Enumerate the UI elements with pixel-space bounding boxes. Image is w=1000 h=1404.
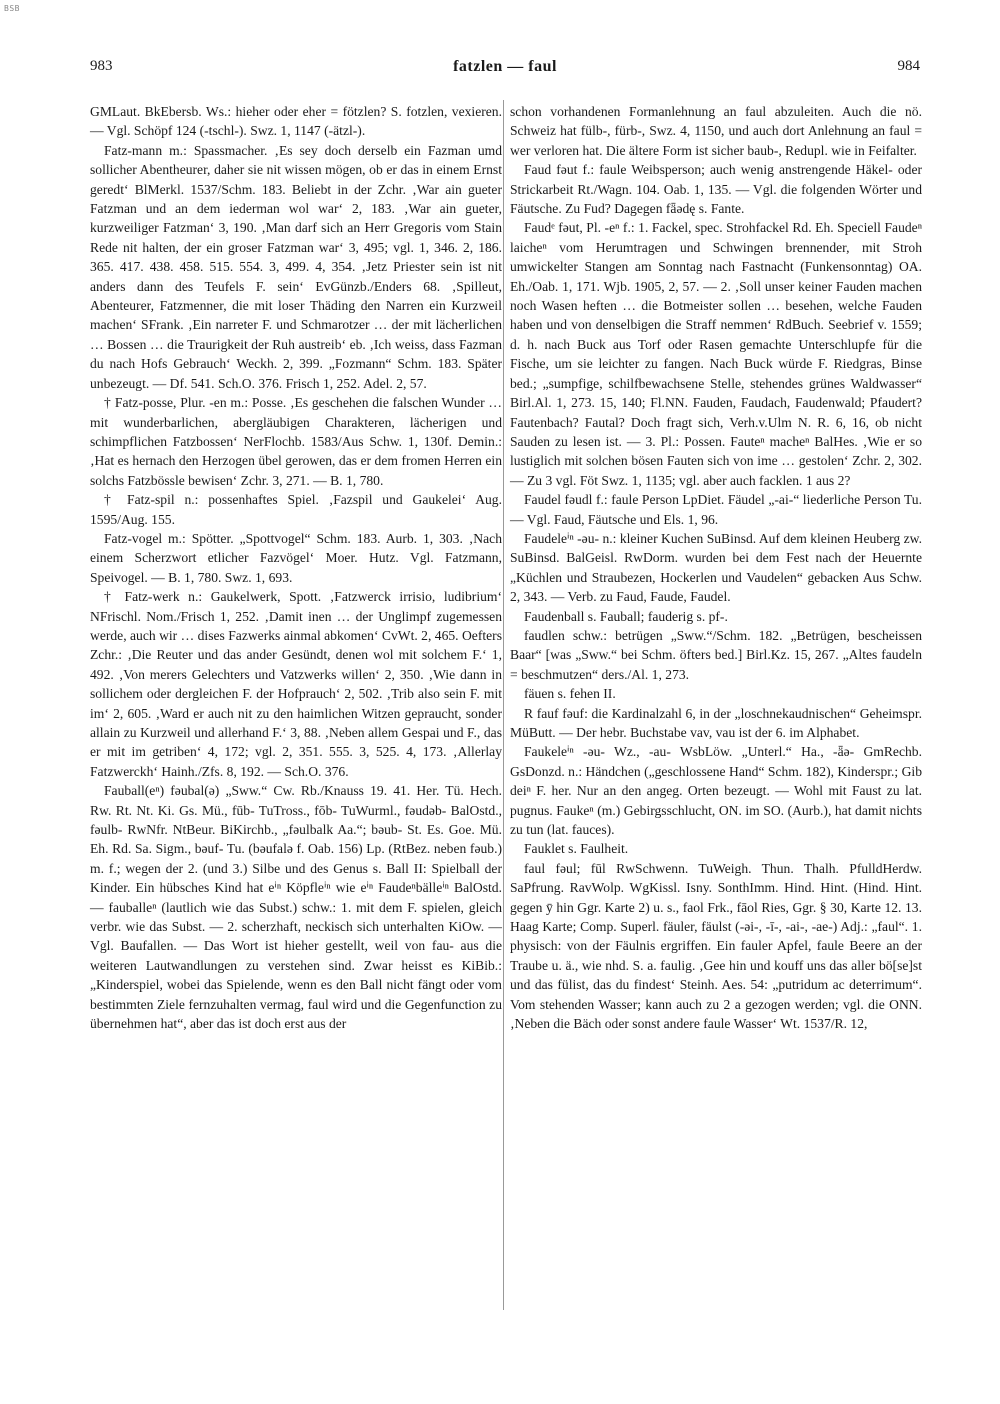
entry-fatz-spil: † Fatz-spil n.: possenhaftes Spiel. ‚Fazspil und Gaukelei‘ Aug. 1595/Aug. 155. [90, 492, 502, 527]
entry-faukelein: Faukeleⁱⁿ -əu- Wz., -au- WsbLöw. „Unterl.“ Ha., -ǟə- GmRechb. GsDonzd. n.: Händchen („geschlossene Hand“ Schm. 182), Kinderspr.; Gib deiⁿ F. her. Nur an den angeg. Orten bezeugt. — Wohl mit Faust zu lat. pugnus. Faukeⁿ (m.) Gebirgsschlucht, ON. im SO. (Aurb.), hat damit nichts zu tun (lat. fauces). [510, 744, 922, 838]
entry-fatz-vogel: Fatz-vogel m.: Spötter. „Spottvogel“ Schm. 183. Aurb. 1, 303. ‚Nach einem Scherzwort etlicher Fazvögel‘ Moer. Hutz. Vgl. Fatzmann, Speivogel. — B. 1, 780. Swz. 1, 693. [90, 530, 502, 585]
column-divider [503, 100, 504, 1310]
left-column [90, 102, 502, 1034]
entry-fauball: Fauball(eⁿ) fəubal(ə) „Sww.“ Cw. Rb./Knauss 19. 41. Her. Tü. Hech. Rw. Rt. Nt. Ki. Gs. Mü., fūb- TuTross., fōb- TuWurml., fəudəb- BalOstd., fəulb- RwNfr. NtBeur. BiKirchb., „fəulbalk Aa.“; bəub- St. Es. Goe. Mü. Eh. Rd. Sa. Sigm., bəuf- Tu. (bəufalə f. Oab. 156) Lp. (RtBez. neben fəub.) m. f.; wegen der 2. (und 3.) Silbe und des Genus s. Ball II: Spielball der Kinder. Ein hübsches Kind hat eⁱⁿ Köpfleⁱⁿ wie eⁱⁿ Faudeⁿbälleⁱⁿ BalOstd. — fauballeⁿ (lautlich wie das Subst.) schw.: 1. mit dem F. spielen, gleich verbr. wie das Subst. — 2. scherzhaft, neckisch sich unterhalten KiOw. — Vgl. Baufallen. — Das Wort ist hieher gestellt, weil von fau- aus die weiteren Lautwandlungen zu verstehen sind. Zwar heisst es KiBib.: „Kinderspiel, wobei das Spielende, wenn es den Ball nicht fängt oder vom bestimmten Ziele fernzuhalten vermag, faul wird und die Gegenfunction zu übernehmen hat“, aber das ist doch erst aus der [90, 783, 502, 1032]
library-watermark: BSB [4, 4, 20, 13]
entry-faudelein: Faudeleⁱⁿ -əu- n.: kleiner Kuchen SuBinsd. Auf dem kleinen Heuberg zw. SuBinsd. BalGeisl. RwDorm. wurden bei dem Fest nach der Heuernte „Küchlen und Straubezen, Hockerlen und Vaudelen“ gebacken Aus Schw. 2, 343. — Verb. zu Faud, Faude, Faudel. [510, 530, 922, 605]
entry-faudenball: Faudenball s. Fauball; fauderig s. pf-. [524, 608, 728, 624]
entry-continuation: schon vorhandenen Formanlehnung an faul abzuleiten. Auch die nö. Schweiz hat fülb-, fürb-, Swz. 4, 1150, und auch dort Anlehnung an faul = wer verloren hat. Die ältere Form ist sicher baub-, Redupl. wie in Feifalter. [510, 104, 922, 158]
entry-fauf: R fauf fəuf: die Kardinalzahl 6, in der „loschnekaudnischen“ Geheimspr. MüButt. — Der hebr. Buchstabe vav, vau ist der 6. im Alphabet. [510, 705, 922, 740]
entry-fatz-werk: † Fatz-werk n.: Gaukelwerk, Spott. ‚Fatzwerck irrisio, ludibrium‘ NFrischl. Nom./Frisch 1, 252. ‚Damit inen … der Unglimpf zugemessen werde, auch wir … dises Fazwerks ainmal abkomen‘ CvWt. 2, 465. Oefters Zchr.: ‚Die Reuter und das ander Gesündt, denen wol mit solchem F.‘ 1, 492. ‚Von merers Gelechters und Vatzwerks willen‘ 2, 350. ‚Wie dann in sollichem oder dergleichen F. der Hofprauch‘ 2, 502. ‚Trib also sein F. mit im‘ 2, 605. ‚Ward er auch nit zu den haimlichen Witzen gepraucht, sonder allain zu Kurzweil und allerhand F.‘ 3, 88. ‚Neben allem Gespai und F., das er mit im getriben‘ 4, 172; vgl. 2, 351. 555. 3, 525. 4, 173. ‚Allerlay Fatzwerckh‘ Hainh./Zfs. 8, 192. — Sch.O. 376. [90, 589, 502, 779]
page-number-left: 983 [90, 58, 113, 74]
entry-continuation: GMLaut. BkEbersb. Ws.: hieher oder eher = fötzlen? S. fotzlen, vexieren. — Vgl. Schöpf 124 (-tschl-). Swz. 1, 1147 (-ätzl-). [90, 104, 502, 139]
entry-faeuen: fäuen s. fehen II. [524, 686, 616, 702]
running-title: fatzlen — faul [453, 58, 557, 75]
entry-fauklet: Fauklet s. Faulheit. [524, 841, 629, 857]
entry-faude: Faudᵉ fəut, Pl. -eⁿ f.: 1. Fackel, spec. Strohfackel Rd. Eh. Speciell Faudeⁿ laicheⁿ vom Herumtragen und Schwingen brennender, mit Stroh umwickelter Stangen am Sonntag nach Fastnacht (Funkensonntag) OA. Eh./Oab. 1, 171. Wjb. 1905, 2, 57. — 2. ‚Soll unser keiner Fauden machen noch Wasen heften … die Botmeister sollen … besehen, welche Fauden haben und von denselbigen die Straff nemmen‘ RdBuch. Seebrief v. 1559; d. h. nach Buck aus Torf oder Rasen gemachte Unterschlupfe für die Fische, um sie leichter zu fangen. Nach Buck würde F. Riedgras, Binse bed.; „sumpfige, schilfbewachsene Stelle, stehendes grünes Waldwasser“ Birl.Al. 1, 273. 15, 140; Fl.NN. Fauden, Faudach, Faudenwald; Pfaudert? Fautenbach? Fautal? Doch fragt sich, Verh.v.Ulm N. R. 6, 16, ob nicht Sauden zu lesen ist. — 3. Pl.: Possen. Fauteⁿ macheⁿ BalHes. ‚Wie er so lustiglich mit solchen bösen Fauten sich von ime … gestolen‘ Zchr. 2, 302. — Zu 3 vgl. Föt Swz. 1, 1135; vgl. aber auch facklen. 1 aus 2? [510, 220, 922, 488]
entry-fatz-posse: † Fatz-posse, Plur. -en m.: Posse. ‚Es geschehen die falschen Wunder … mit wunderbarlichen, abergläubigen Charakteren, lächerigen und schimpflichen Fatzbossen‘ NerFlochb. 1583/Aus Schw. 1, 130f. Demin.: ‚Hat es hernach den Herzogen übel gerowen, das er dem fromen Herren ein solchs Fatzbössle bewisen‘ Zchr. 3, 271. — B. 1, 780. [90, 395, 502, 488]
entry-faudlen: faudlen schw.: betrügen „Sww.“/Schm. 182. „Betrügen, bescheissen Baar“ [was „Sww.“ bei Schm. öfters bed.] Birl.Kz. 15, 267. „Altes faudeln = beschmutzen“ ders./Al. 1, 273. [510, 627, 922, 682]
entry-faud: Faud fəut f.: faule Weibsperson; auch wenig anstrengende Häkel- oder Strickarbeit Rt./Wagn. 104. Oab. 1, 135. — Vgl. die folgenden Wörter und Fäutsche. Zu Fud? Dagegen fǟədę s. Fante. [510, 162, 922, 217]
right-column [510, 102, 922, 1034]
entry-fatz-mann: Fatz-mann m.: Spassmacher. ‚Es sey doch derselb ein Fazman umd sollicher Abentheurer, daher sie nit wissen mögen, ob er das in einem Ernst geredt‘ BlMerkl. 1537/Schm. 183. Beliebt in der Zchr. ‚War ain gueter Fatzman und an dem iederman wol war‘ 2, 183. ‚War ain gueter, kurzweiliger Fatzman‘ 3, 190. ‚Man darf sich an Herr Gregoris vom Stain Rede nit halten, der ein groser Fatzman war‘ 3, 495; vgl. 1, 346. 2, 186. 365. 417. 438. 458. 515. 554. 3, 499. 4, 354. ‚Jetz Priester sein ist nit anders dann des Teufels F. sein‘ EvGünzb./Enders 68. ‚Spilleut, Abenteurer, Fatzmenner, die mit loser Thäding den Narren ein Kurzweil machen‘ SFrank. ‚Ein narreter F. und Schmarotzer … der mit lächerlichen … Bossen … die Traurigkeit der Ruh austreib‘ eb. ‚Ich weiss, dass Fazman du nach Hofs Gebrauch‘ Weckh. 2, 399. „Fozmann“ Schm. 183. Später unbezeugt. — Df. 541. Sch.O. 376. Frisch 1, 252. Adel. 2, 57. [90, 142, 502, 391]
page-number-right: 984 [897, 58, 920, 74]
running-header [90, 58, 920, 82]
entry-faul: faul fəul; fūl RwSchwenn. TuWeigh. Thun. Thalh. PfulldHerdw. SaPfrung. RavWolp. WgKissl. Isny. SonthImm. Hind. Hint. (Hind. Hint. gegen ȳ hin Ggr. Karte 2) u. s., faol Frk., fāol Ries, Ggr. § 30, Karte 12. 13. Haag Karte; Comp. Superl. fäuler, fäulst (-əi-, -ī-, -ai-, -ae-) Adj.: „faul“. 1. physisch: von der Fäulnis ergriffen. Ein fauler Apfel, faule Beere an der Traube u. ä., wie nhd. S. a. faulig. ‚Gee hin und kouff uns das aller bö[se]st und das fülist, das du findest‘ Steinh. Aes. 54: „putridum ac deterrimum“. Vom stehenden Wasser; kann auch zu 2 a gezogen werden; vgl. die ONN. ‚Neben die Bäch oder sonst andere faule Wasser‘ Wt. 1537/R. 12, [510, 860, 922, 1032]
entry-faudel: Faudel fəudl f.: faule Person LpDiet. Fäudel „-ai-“ liederliche Person Tu. — Vgl. Faud, Fäutsche und Els. 1, 96. [510, 492, 922, 527]
